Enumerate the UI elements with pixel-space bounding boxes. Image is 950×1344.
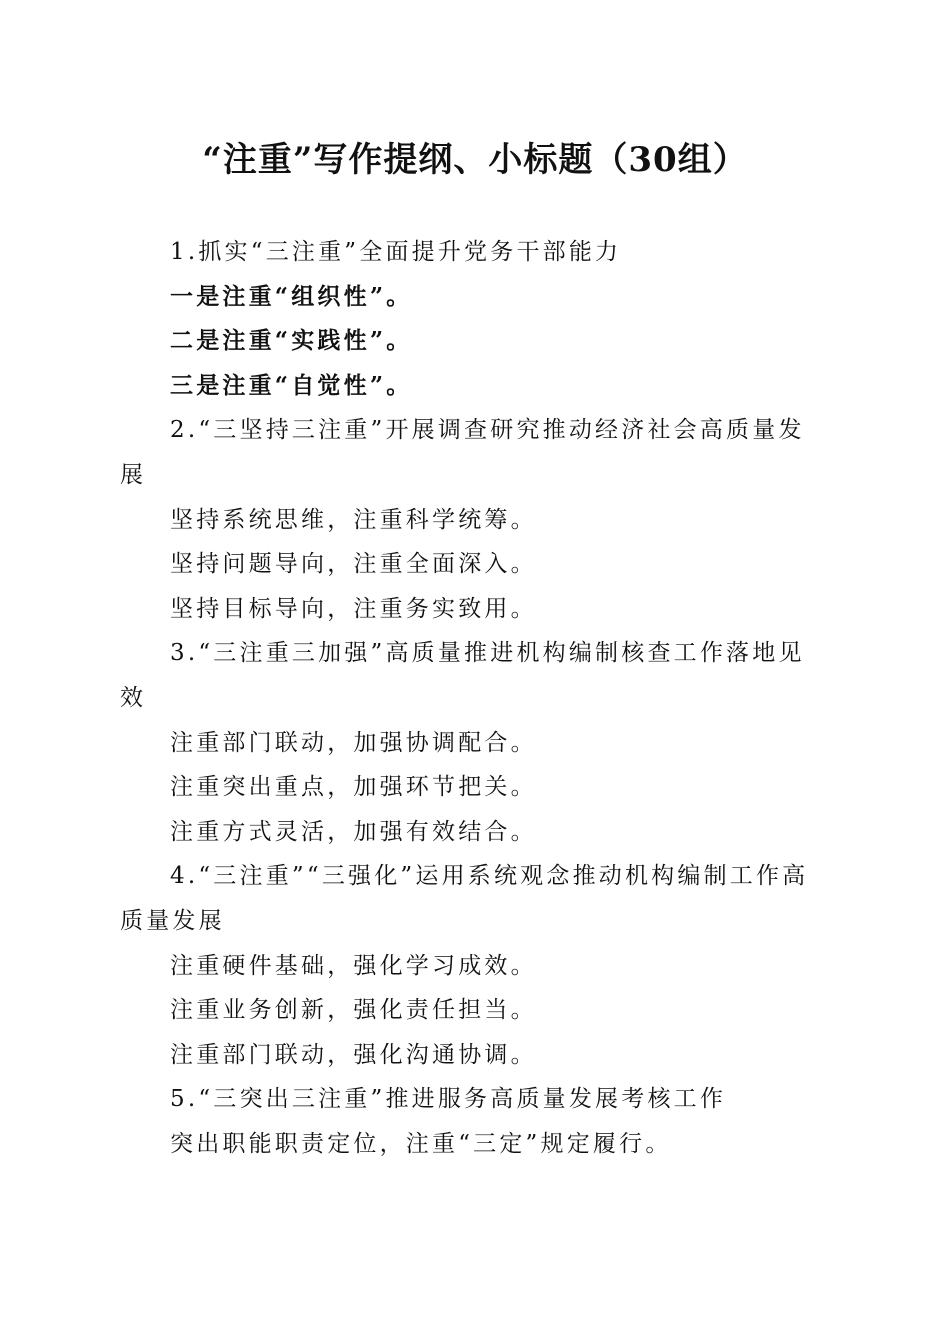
outline-point: 注重业务创新，强化责任担当。 [170, 997, 537, 1024]
outline-point: 注重突出重点，加强环节把关。 [170, 774, 537, 801]
outline-point: 注重部门联动，加强协调配合。 [170, 729, 537, 756]
outline-point: 三是注重“自觉性”。 [170, 371, 413, 399]
section-heading: 5.“三突出三注重”推进服务高质量发展考核工作 [170, 1086, 727, 1113]
section-heading: 1.抓实“三注重”全面提升党务干部能力 [170, 239, 622, 265]
section-heading: 3.“三注重三加强”高质量推进机构编制核查工作落地见效 [120, 640, 805, 711]
outline-point: 注重硬件基础，强化学习成效。 [170, 952, 537, 979]
outline-point: 注重方式灵活，加强有效结合。 [170, 818, 537, 845]
outline-point: 突出职能职责定位，注重“三定”规定履行。 [170, 1130, 672, 1157]
outline-point: 坚持目标导向，注重务实致用。 [170, 595, 537, 622]
section-heading: 2.“三坚持三注重”开展调查研究推动经济社会高质量发展 [120, 417, 805, 488]
outline-point: 坚持系统思维，注重科学统筹。 [170, 506, 537, 533]
document-body [120, 230, 830, 1166]
outline-point: 一是注重“组织性”。 [170, 282, 413, 310]
document-title: “注重”写作提纲、小标题（30组） [202, 140, 748, 180]
section-heading: 4.“三注重”“三强化”运用系统观念推动机构编制工作高质量发展 [120, 863, 809, 934]
outline-point: 二是注重“实践性”。 [170, 327, 413, 355]
outline-point: 注重部门联动，强化沟通协调。 [170, 1041, 537, 1068]
outline-point: 坚持问题导向，注重全面深入。 [170, 551, 537, 578]
